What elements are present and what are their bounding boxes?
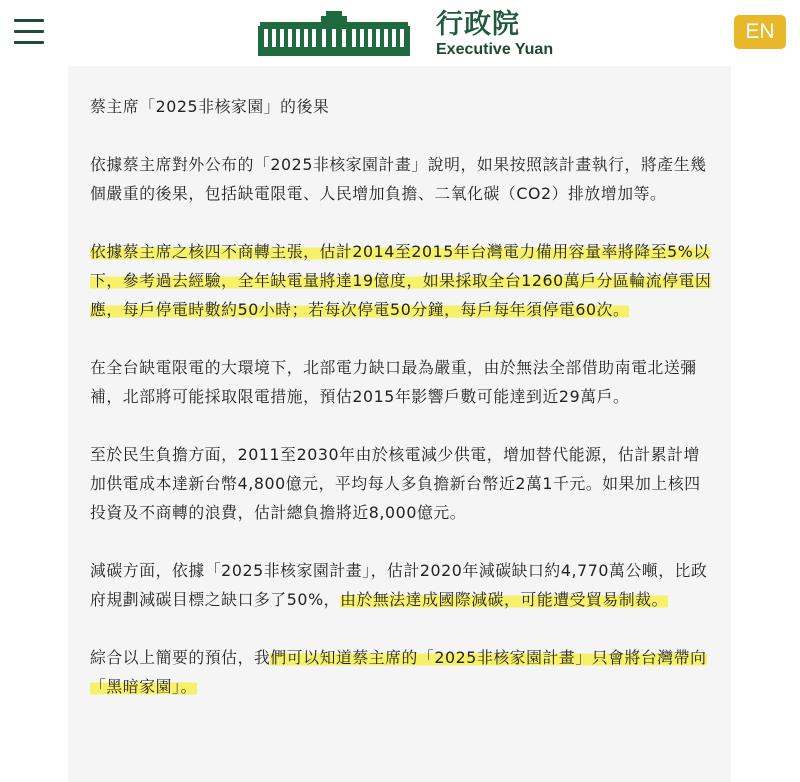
highlighted-text: 們可以知道蔡主席的「2025非核家園計畫」只會將台灣帶向「黑暗家園」。: [90, 648, 707, 696]
paragraph-text: 減碳方面，依據「2025非核家園計畫」，估計2020年減碳缺口約4,770萬公噸，比政府規劃減碳目標之缺口多了50%，: [90, 561, 708, 609]
highlighted-text: 由於無法達成國際減碳，可能遭受貿易制裁。: [340, 590, 669, 609]
article-title: 蔡主席「2025非核家園」的後果: [90, 97, 330, 116]
paragraph-carbon-reduction: [90, 556, 715, 614]
paragraph-power-shortage: [90, 237, 715, 324]
hamburger-menu-icon[interactable]: [14, 19, 44, 45]
paragraph-text: 綜合以上簡要的預估，我: [90, 648, 271, 667]
paragraph-cost-burden: 至於民生負擔方面，2011至2030年由於核電減少供電，增加替代能源，估計累計增加供電成本達新台幣4,800億元，平均每人多負擔新台幣近2萬1千元。如果加上核四投資及不商轉的浪費，估計總負擔將近8,000億元。: [90, 445, 701, 522]
logo-title-zh: 行政院: [436, 9, 520, 40]
paragraph-conclusion: [90, 643, 715, 701]
paragraph-north-region: 在全台缺電限電的大環境下，北部電力缺口最為嚴重，由於無法全部借助南電北送彌補，北部將可能採取限電措施，預估2015年影響戶數可能達到近29萬戶。: [90, 358, 697, 406]
paragraph-intro: 依據蔡主席對外公布的「2025非核家園計畫」說明，如果按照該計畫執行，將產生幾個嚴重的後果，包括缺電限電、人民增加負擔、二氧化碳（CO2）排放增加等。: [90, 155, 707, 203]
language-toggle-button[interactable]: EN: [734, 15, 786, 49]
header: [0, 0, 800, 66]
logo-title-en: Executive Yuan: [436, 41, 554, 58]
article-body: [90, 92, 715, 730]
site-logo[interactable]: [258, 8, 554, 60]
executive-yuan-building-icon: [258, 11, 410, 57]
highlighted-text: 依據蔡主席之核四不商轉主張，估計2014至2015年台灣電力備用容量率將降至5%以下，參考過去經驗，全年缺電量將達19億度，如果採取全台1260萬戶分區輪流停電因應，每戶停電時數約50小時；若每次停電50分鐘，每戶每年須停電60次。: [90, 242, 712, 319]
article-panel: [68, 66, 731, 782]
